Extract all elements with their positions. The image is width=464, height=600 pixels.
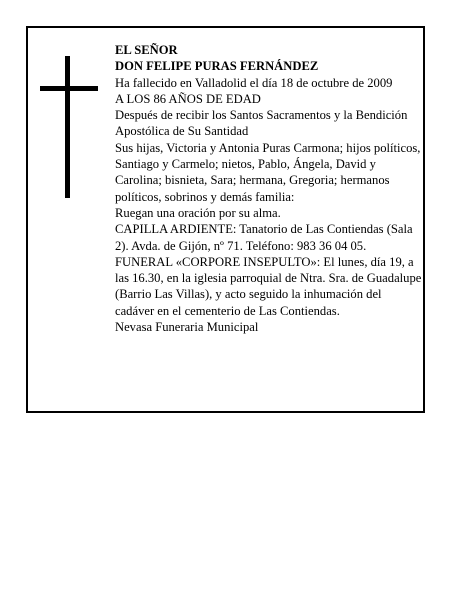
death-announcement: Ha fallecido en Valladolid el día 18 de octubre de 2009 <box>115 75 393 90</box>
deceased-name: DON FELIPE PURAS FERNÁNDEZ <box>115 59 319 74</box>
family-paragraph: Sus hijas, Victoria y Antonia Puras Carmona; hijos políticos, Santiago y Carmelo; nietos, Pablo, Ángela, David y Carolina; bisnieta, Sara; hermana, Gregoria; hermanos políticos, sobrinos y demás familia: <box>115 140 421 204</box>
funeral-paragraph: FUNERAL «CORPORE INSEPULTO»: El lunes, día 19, a las 16.30, en la iglesia parroquial de Ntra. Sra. de Guadalupe (Barrio Las Villas), y acto seguido la inhumación del cadáver en el cementerio de Las Contiendas. <box>115 254 422 318</box>
age-line: A LOS 86 AÑOS DE EDAD <box>115 91 261 106</box>
prayer-request: Ruegan una oración por su alma. <box>115 205 281 220</box>
cross-horizontal-bar <box>40 86 98 91</box>
cross-icon <box>40 56 98 198</box>
obituary-notice <box>26 26 425 413</box>
funeral-home: Nevasa Funeraria Municipal <box>115 320 259 335</box>
sacraments-paragraph: Después de recibir los Santos Sacramentos y la Bendición Apostólica de Su Santidad <box>115 108 408 139</box>
cross-vertical-bar <box>65 56 70 198</box>
notice-title-line1: EL SEÑOR <box>115 43 178 57</box>
notice-text <box>115 42 423 335</box>
chapel-paragraph: CAPILLA ARDIENTE: Tanatorio de Las Contiendas (Sala 2). Avda. de Gijón, nº 71. Teléfono: 983 36 04 05. <box>115 222 413 253</box>
